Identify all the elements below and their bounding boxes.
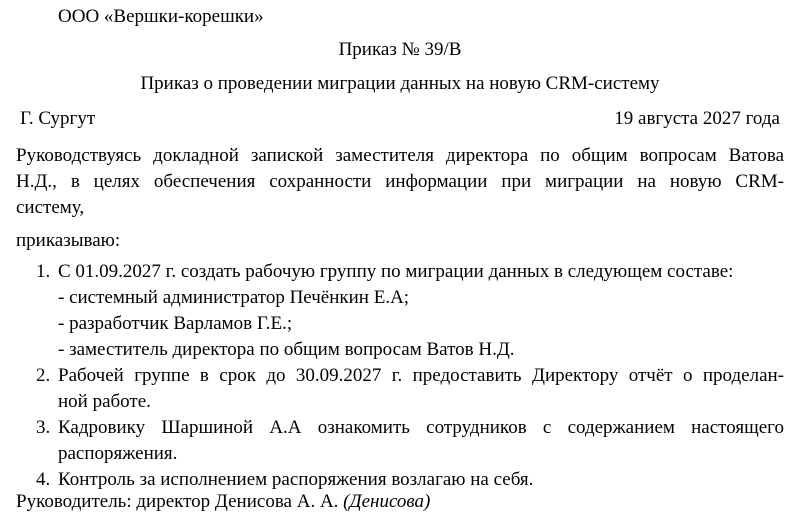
order-item [36,363,784,415]
order-item-line: Контроль за исполнением распоряжения возлагаю на себя. [58,469,534,490]
handwritten-signature: (Денисова) [343,491,431,512]
order-number: Приказ № 39/В [338,39,462,60]
preamble-paragraph [16,143,784,221]
order-items-list [36,259,784,493]
signature-line [16,489,430,515]
order-item-number: 2. [36,365,51,386]
organization-name: ООО «Вершки-корешки» [58,6,264,27]
order-subitem: - разработчик Варламов Г.Е.; [58,313,293,334]
order-item-line: распоряжения. [58,443,178,464]
order-item-line: С 01.09.2027 г. создать рабочую группу по миграции данных в следующем составе: [58,261,734,282]
order-item [36,259,784,363]
signature-label: Руководитель: директор Денисова А. А. [16,491,339,512]
order-subitem: - системный администратор Печёнкин Е.А; [58,287,410,308]
order-item-line: ной работе. [58,391,151,412]
order-directive-word: приказываю: [16,230,121,251]
order-item-line: Кадровику Шаршиной А.А ознакомить сотрудников с содержанием настоящего [58,417,784,438]
order-subitem: - заместитель директора по общим вопросам Ватов Н.Д. [58,339,515,360]
preamble-line: Руководствуясь докладной запиской заместителя директора по общим вопросам Ватова [16,145,784,166]
order-item-number: 4. [36,469,51,490]
order-date: 19 августа 2027 года [614,108,780,129]
order-item-line: Рабочей группе в срок до 30.09.2027 г. предоставить Директору отчёт о проделан- [58,365,784,386]
order-item-number: 3. [36,417,51,438]
preamble-line: Н.Д., в целях обеспечения сохранности информации при миграции на новую CRM- [16,171,784,192]
preamble-line: систему, [16,197,85,218]
order-title: Приказ о проведении миграции данных на новую CRM-систему [140,73,660,94]
order-city: Г. Сургут [20,108,96,129]
order-item [36,415,784,467]
order-item-number: 1. [36,261,51,282]
